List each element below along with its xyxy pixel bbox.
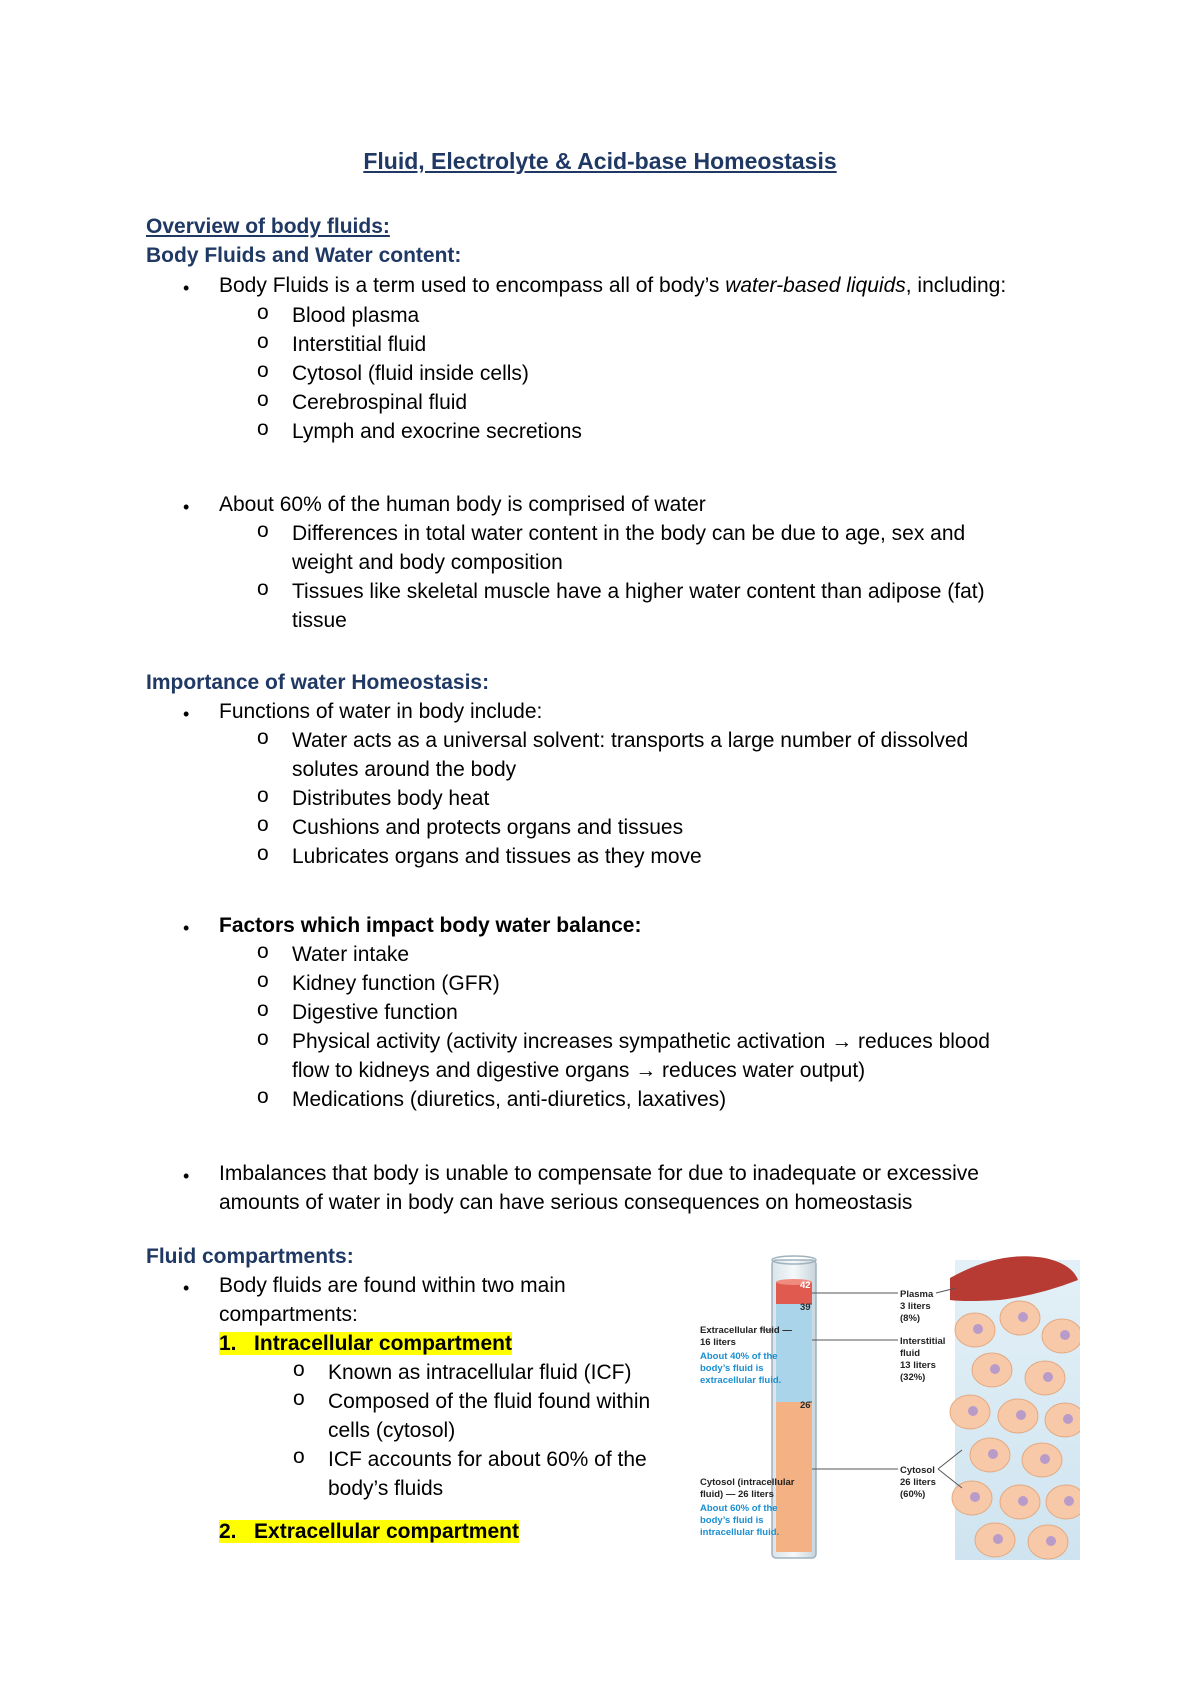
ecf-note: extracellular fluid. xyxy=(700,1375,782,1386)
plasma-label: Plasma xyxy=(900,1289,934,1300)
sub-item: Water acts as a universal solvent: transports a large number of dissolved xyxy=(292,729,969,752)
plasma-volume: 3 liters xyxy=(900,1301,931,1312)
interstitial-volume: 13 liters xyxy=(900,1360,936,1371)
bullet-text: Body fluids are found within two main xyxy=(219,1274,566,1297)
numbered-item-extracellular xyxy=(219,1518,519,1546)
sub-item: Lymph and exocrine secretions xyxy=(292,420,582,443)
fluid-compartment-figure xyxy=(700,1240,1080,1560)
sub-item: Known as intracellular fluid (ICF) xyxy=(328,1361,632,1384)
interstitial-label: fluid xyxy=(900,1348,921,1359)
tick-label: 26 xyxy=(800,1400,811,1411)
bullet-text: About 60% of the human body is comprised of water xyxy=(219,493,706,516)
tick-label: 42 xyxy=(800,1280,811,1291)
cell xyxy=(1046,1485,1080,1519)
emphasis-text: water-based liquids xyxy=(725,274,906,297)
sub-item: Composed of the fluid found within xyxy=(328,1390,651,1413)
sub-item-continued: solutes around the body xyxy=(292,758,517,781)
ecf-volume: 16 liters xyxy=(700,1337,736,1348)
numbered-item-label: Extracellular compartment xyxy=(254,1520,519,1543)
sub-bullet: o xyxy=(257,998,269,1021)
cytosol-right-volume: 26 liters xyxy=(900,1477,936,1488)
numbered-item-label: Intracellular compartment xyxy=(254,1332,512,1355)
page-title: Fluid, Electrolyte & Acid-base Homeostasis xyxy=(363,148,837,174)
sub-bullet: o xyxy=(257,359,269,382)
spacer xyxy=(237,1520,255,1543)
number-label: 1. xyxy=(219,1332,237,1355)
cell-nucleus xyxy=(993,1534,1003,1544)
sub-bullet: o xyxy=(257,388,269,411)
section-heading-overview: Overview of body fluids: xyxy=(146,215,390,238)
sub-item: Water intake xyxy=(292,943,410,966)
sub-bullet: o xyxy=(257,1085,269,1108)
sub-item: Kidney function (GFR) xyxy=(292,972,500,995)
sub-item: Cerebrospinal fluid xyxy=(292,391,468,414)
bullet: • xyxy=(183,278,190,298)
subheading-body-fluids: Body Fluids and Water content: xyxy=(146,244,462,267)
sub-item-continued: weight and body composition xyxy=(292,551,563,574)
sub-item: Interstitial fluid xyxy=(292,333,427,356)
spacer xyxy=(237,1332,255,1355)
bullet-text: Functions of water in body include: xyxy=(219,700,543,723)
sub-item-continued: tissue xyxy=(292,609,347,632)
cytosol-right-label: Cytosol xyxy=(900,1465,935,1476)
cytosol-volume: fluid) — 26 liters xyxy=(700,1489,774,1500)
bullet: • xyxy=(183,1166,190,1186)
bullet-text: Imbalances that body is unable to compensate for due to inadequate or excessive xyxy=(219,1162,979,1185)
cytosol-note: body’s fluid is xyxy=(700,1515,764,1526)
bullet: • xyxy=(183,704,190,724)
cytosol-right-percent: (60%) xyxy=(900,1489,926,1500)
plasma-percent: (8%) xyxy=(900,1313,921,1324)
text-segment: Body Fluids is a term used to encompass all of body’s xyxy=(219,274,726,297)
cell-nucleus xyxy=(988,1449,998,1459)
sub-item: Medications (diuretics, anti-diuretics, laxatives) xyxy=(292,1088,727,1111)
sub-item: ICF accounts for about 60% of the xyxy=(328,1448,647,1471)
cell-nucleus xyxy=(1040,1454,1050,1464)
sub-bullet: o xyxy=(293,1387,305,1410)
numbered-item-intracellular xyxy=(219,1330,512,1358)
cell-nucleus xyxy=(1043,1372,1053,1382)
bullet: • xyxy=(183,918,190,938)
cell xyxy=(1045,1403,1080,1437)
cytosol-note: intracellular fluid. xyxy=(700,1527,780,1538)
bullet-text xyxy=(219,272,1006,300)
bullet-text: Factors which impact body water balance: xyxy=(219,914,642,937)
sub-item-continued: cells (cytosol) xyxy=(328,1419,456,1442)
bullet-text-continued: amounts of water in body can have serious consequences on homeostasis xyxy=(219,1191,913,1214)
ecf-note: About 40% of the xyxy=(700,1351,778,1362)
cell-nucleus xyxy=(1064,1496,1074,1506)
sub-bullet: o xyxy=(257,1027,269,1050)
sub-bullet: o xyxy=(293,1358,305,1381)
sub-item: Distributes body heat xyxy=(292,787,490,810)
sub-bullet: o xyxy=(257,969,269,992)
sub-bullet: o xyxy=(257,301,269,324)
cell-nucleus xyxy=(1016,1410,1026,1420)
cell-nucleus xyxy=(970,1492,980,1502)
cell-nucleus xyxy=(1046,1536,1056,1546)
sub-item: Cytosol (fluid inside cells) xyxy=(292,362,529,385)
cell-nucleus xyxy=(1018,1312,1028,1322)
ecf-note: body’s fluid is xyxy=(700,1363,764,1374)
section-heading-importance: Importance of water Homeostasis: xyxy=(146,671,490,694)
interstitial-layer xyxy=(776,1304,812,1402)
section-heading-compartments: Fluid compartments: xyxy=(146,1245,354,1268)
sub-bullet: o xyxy=(257,940,269,963)
sub-item: Blood plasma xyxy=(292,304,420,327)
sub-bullet: o xyxy=(257,813,269,836)
sub-bullet: o xyxy=(257,726,269,749)
sub-bullet: o xyxy=(257,519,269,542)
cytosol-label: Cytosol (intracellular xyxy=(700,1477,795,1488)
number-label: 2. xyxy=(219,1520,237,1543)
sub-item: Cushions and protects organs and tissues xyxy=(292,816,684,839)
cell-nucleus xyxy=(1060,1330,1070,1340)
sub-item-continued: flow to kidneys and digestive organs → reduces water output) xyxy=(292,1059,866,1082)
interstitial-label: Interstitial xyxy=(900,1336,946,1347)
sub-bullet: o xyxy=(293,1445,305,1468)
sub-item: Physical activity (activity increases sympathetic activation → reduces blood xyxy=(292,1030,990,1053)
cytosol-note: About 60% of the xyxy=(700,1503,778,1514)
sub-item: Tissues like skeletal muscle have a higher water content than adipose (fat) xyxy=(292,580,985,603)
sub-item: Digestive function xyxy=(292,1001,458,1024)
bullet: • xyxy=(183,497,190,517)
sub-item-continued: body’s fluids xyxy=(328,1477,444,1500)
cell-nucleus xyxy=(1063,1414,1073,1424)
bullet-text-continued: compartments: xyxy=(219,1303,358,1326)
sub-item: Lubricates organs and tissues as they move xyxy=(292,845,702,868)
text-segment: , including: xyxy=(905,274,1007,297)
cell-nucleus xyxy=(973,1324,983,1334)
bullet: • xyxy=(183,1278,190,1298)
ecf-label: Extracellular fluid — xyxy=(700,1325,792,1336)
sub-bullet: o xyxy=(257,784,269,807)
sub-bullet: o xyxy=(257,577,269,600)
cell-nucleus xyxy=(1018,1496,1028,1506)
sub-bullet: o xyxy=(257,417,269,440)
sub-bullet: o xyxy=(257,842,269,865)
cell-nucleus xyxy=(990,1364,1000,1374)
tick-label: 39 xyxy=(800,1302,811,1313)
sub-bullet: o xyxy=(257,330,269,353)
cell-nucleus xyxy=(968,1406,978,1416)
interstitial-percent: (32%) xyxy=(900,1372,926,1383)
sub-item: Differences in total water content in the body can be due to age, sex and xyxy=(292,522,966,545)
